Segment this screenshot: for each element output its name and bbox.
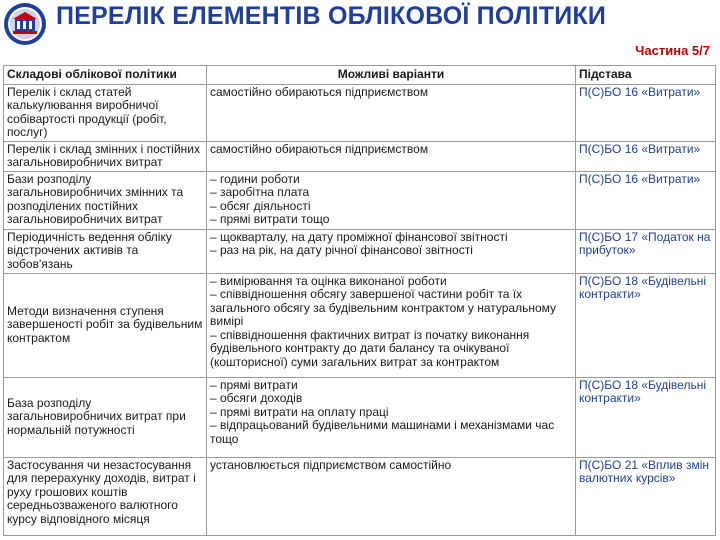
table-row <box>4 84 716 141</box>
table-header-row <box>4 66 716 85</box>
policy-component: База розподілу загальновиробничих витрат при нормальній потужності <box>4 377 207 457</box>
policy-basis: П(С)БО 18 «Будівельні контракти» <box>576 273 716 377</box>
policy-options <box>207 377 576 457</box>
policy-basis: П(С)БО 16 «Витрати» <box>576 84 716 141</box>
policy-component: Перелік і склад статей калькулювання виробничої собівартості продукції (робіт, послуг) <box>4 84 207 141</box>
policy-options <box>207 84 576 141</box>
policy-option: – вимірювання та оцінка виконаної роботи <box>210 273 447 288</box>
policy-option: – співвідношення фактичних витрат із початку виконання будівельного контракту до дати балансу та очікуваної (кошторисної) суми загальних витрат за контрактом <box>210 327 530 369</box>
column-header: Складові облікової політики <box>4 66 207 85</box>
policy-option: – щокварталу, на дату проміжної фінансової звітності <box>210 229 508 244</box>
policy-option: самостійно обираються підприємством <box>210 84 429 99</box>
policy-options <box>207 273 576 377</box>
policy-basis: П(С)БО 21 «Вплив змін валютних курсів» <box>576 457 716 535</box>
policy-option: самостійно обираються підприємством <box>210 141 429 156</box>
policy-option: – прямі витрати <box>210 377 298 392</box>
policy-basis: П(С)БО 18 «Будівельні контракти» <box>576 377 716 457</box>
policy-basis: П(С)БО 17 «Податок на прибуток» <box>576 229 716 273</box>
table-row <box>4 229 716 273</box>
policy-basis: П(С)БО 16 «Витрати» <box>576 171 716 229</box>
policy-option: – прямі витрати на оплату праці <box>210 404 389 419</box>
policy-component: Перелік і склад змінних і постійних загальновиробничих витрат <box>4 141 207 171</box>
policy-option: – обсяг діяльності <box>210 198 311 213</box>
policy-options <box>207 457 576 535</box>
column-header: Можливі варіанти <box>207 66 576 85</box>
policy-component: Періодичність ведення обліку відстрочених активів та зобов'язань <box>4 229 207 273</box>
policy-option: – відпрацьований будівельними машинами і механізмами час <box>210 418 555 432</box>
policy-options <box>207 229 576 273</box>
policy-option: – раз на рік, на дату річної фінансової звітності <box>210 243 473 257</box>
policy-option: – прямі витрати тощо <box>210 212 330 226</box>
column-header: Підстава <box>576 66 716 85</box>
policy-option: – співвідношення обсягу завершеної частини робіт та їх загального обсягу за будівельним контрактом у натуральному вимірі <box>210 287 557 328</box>
policy-option: тощо <box>210 431 239 446</box>
policy-option: – години роботи <box>210 171 300 186</box>
policy-component: Бази розподілу загальновиробничих змінних та розподілених постійних загальновиробничих витрат <box>4 171 207 229</box>
table-row <box>4 141 716 171</box>
policy-option: – обсяги доходів <box>210 391 303 405</box>
policy-option: установлюється підприємством самостійно <box>210 457 452 472</box>
table-row <box>4 377 716 457</box>
university-emblem-icon <box>3 2 47 46</box>
table-row <box>4 457 716 535</box>
policy-options <box>207 171 576 229</box>
policy-basis: П(С)БО 16 «Витрати» <box>576 141 716 171</box>
part-indicator: Частина 5/7 <box>635 43 710 58</box>
policy-option: – заробітна плата <box>210 185 310 199</box>
page-title: ПЕРЕЛІК ЕЛЕМЕНТІВ ОБЛІКОВОЇ ПОЛІТИКИ <box>56 2 606 30</box>
accounting-policy-table <box>3 65 716 536</box>
policy-options <box>207 141 576 171</box>
policy-component: Застосування чи незастосування для перерахунку доходів, витрат і руху грошових коштів середньозваженого валютного курсу відповідного місяця <box>4 457 207 535</box>
table-row <box>4 171 716 229</box>
policy-component: Методи визначення ступеня завершеності робіт за будівельним контрактом <box>4 273 207 377</box>
table-row <box>4 273 716 377</box>
